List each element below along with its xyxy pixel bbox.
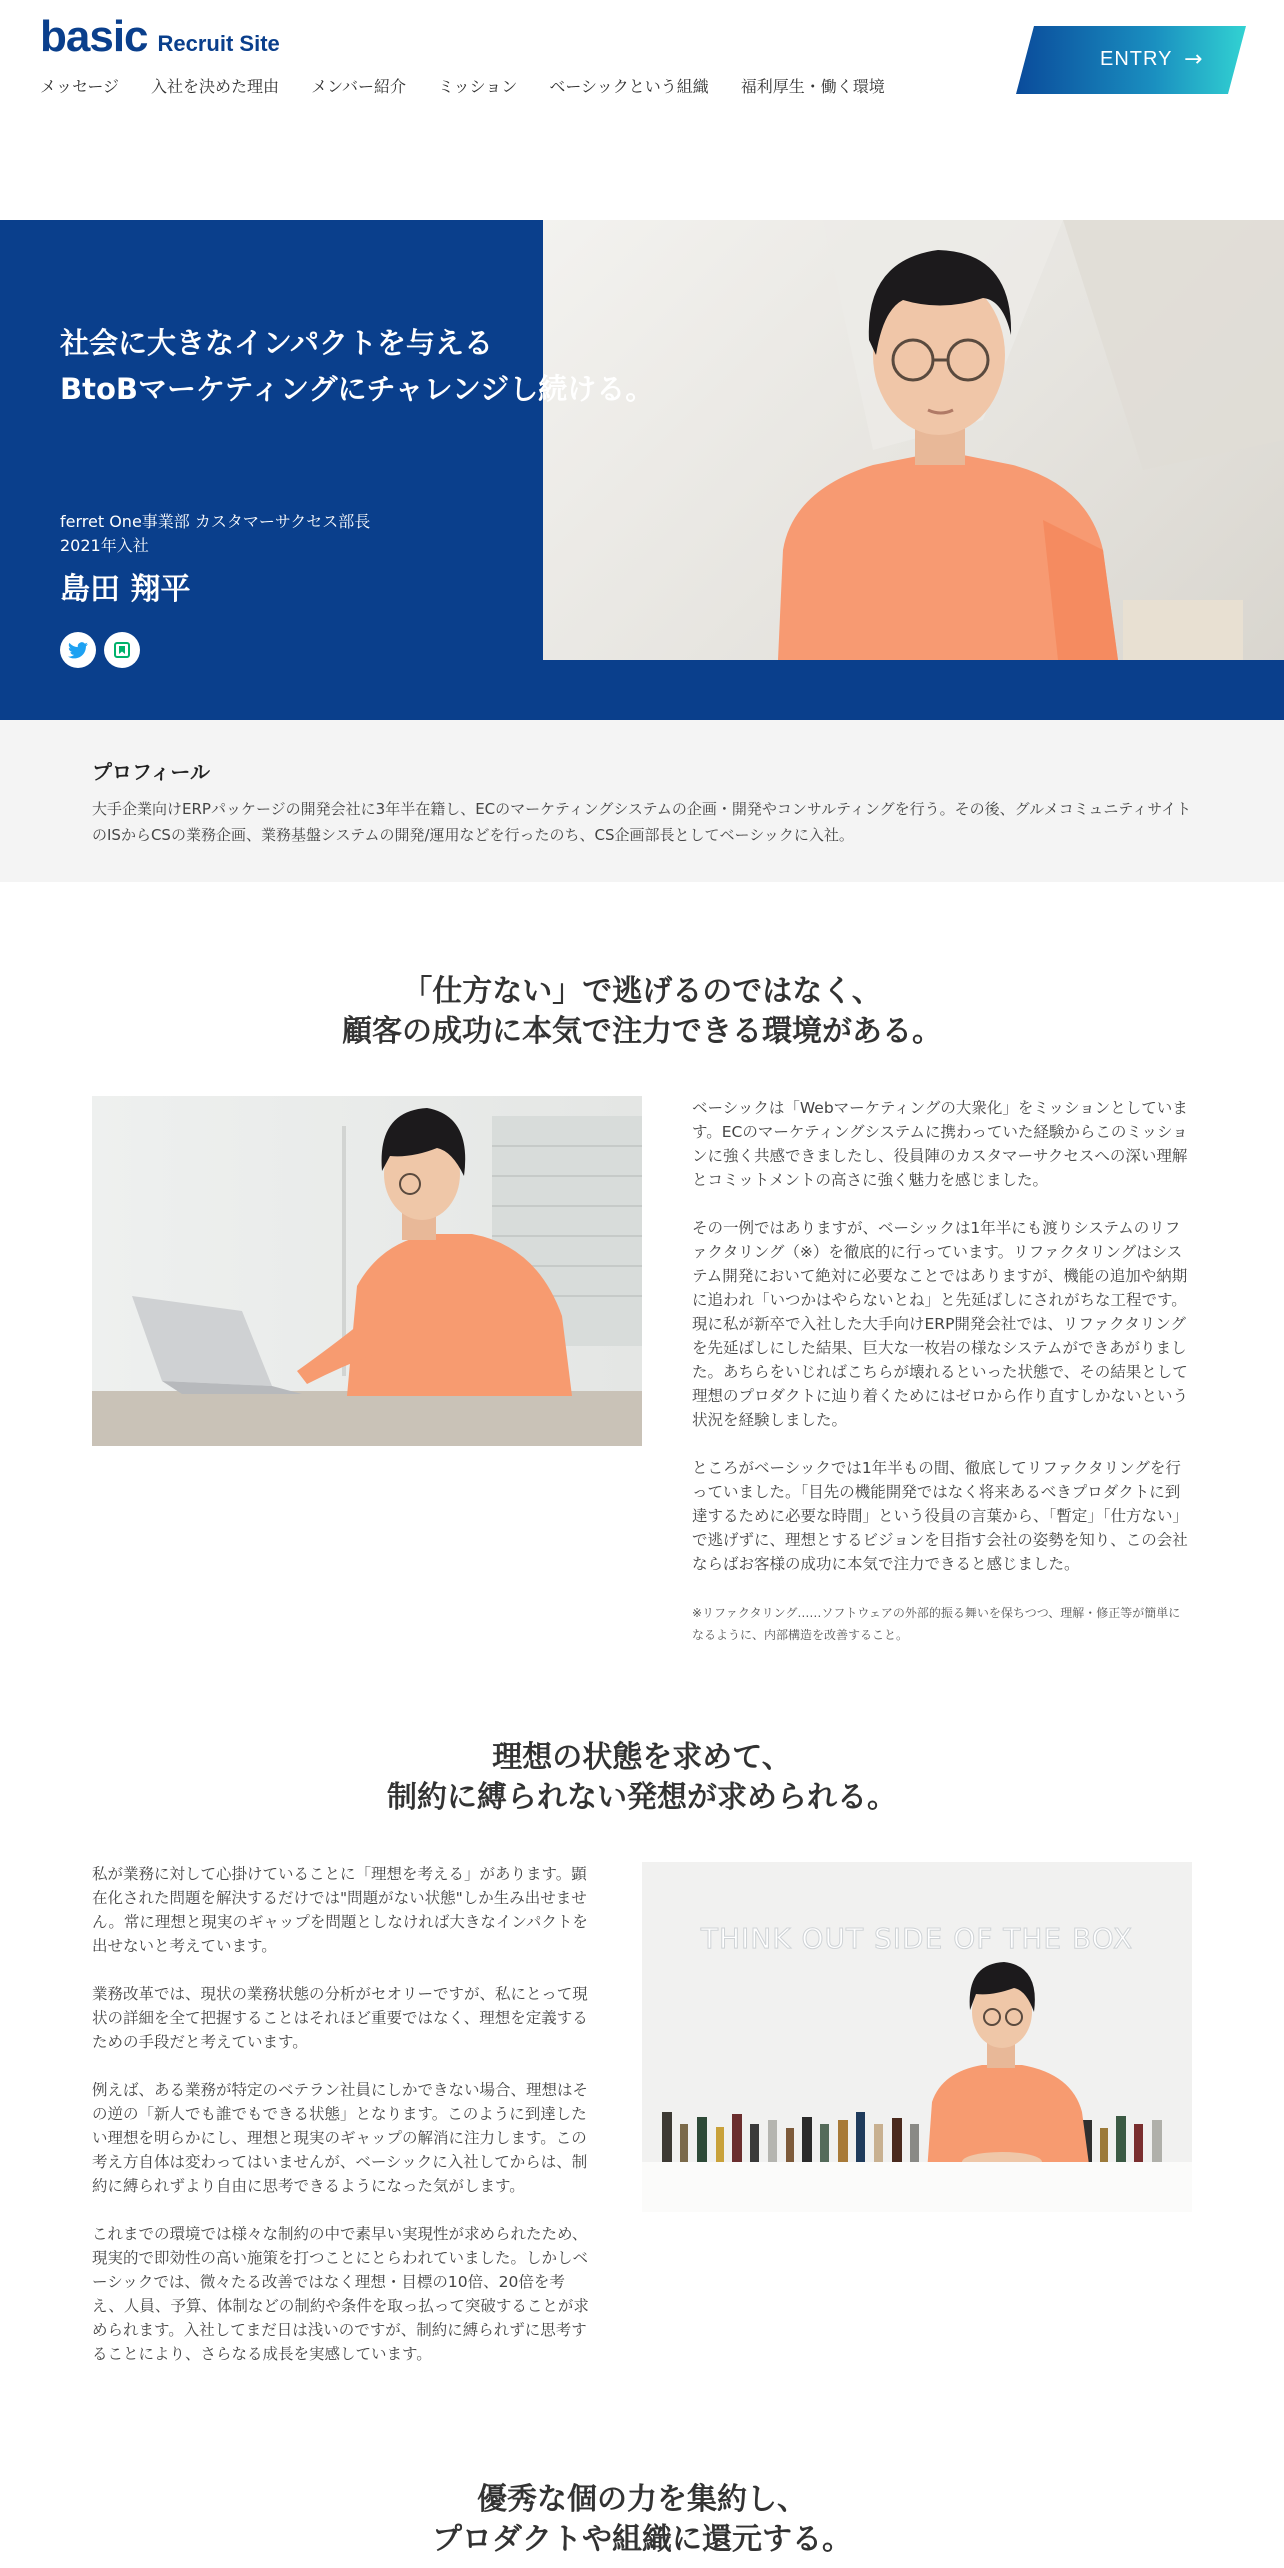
neon-scene-illustration	[642, 1862, 1192, 2212]
bookmark-icon	[113, 641, 131, 659]
nav-item-message[interactable]: メッセージ	[40, 77, 120, 96]
section-title-ideal-line1: 理想の状態を求めて、	[492, 1740, 792, 1775]
site-header	[0, 0, 1284, 140]
entry-button[interactable]	[1016, 26, 1246, 94]
section-title-reason-line2: 顧客の成功に本気で注力できる環境がある。	[342, 1014, 942, 1049]
working-scene-illustration	[92, 1096, 642, 1446]
ideal-paragraph-3: 例えば、ある業務が特定のベテラン社員にしかできない場合、理想はその逆の「新人でも誰でもできる状態」となります。このように到達したい理想を明らかにし、理想と現実のギャップの解消に注力します。この考え方自体は変わってはいませんが、ベーシックに入社してからは、制約に縛られずより自由に思考できるようになった気がします。	[92, 2081, 589, 2195]
neon-sign-text: THINK OUT SIDE OF THE BOX	[700, 1922, 1134, 1955]
ideal-paragraph-2: 業務改革では、現状の業務状態の分析がセオリーですが、私にとって現状の詳細を全て把握することはそれほど重要ではなく、理想を定義するための手段だと考えています。	[92, 1985, 588, 2051]
profile-section	[0, 720, 1284, 882]
section-title-collective-line1: 優秀な個の力を集約し、	[477, 2482, 807, 2517]
ideal-paragraph-1: 私が業務に対して心掛けていることに「理想を考える」があります。顕在化された問題を解決するだけでは"問題がない状態"しか生み出せません。常に理想と現実のギャップを問題としなければ大きなインパクトを出せないと考えています。	[92, 1865, 588, 1955]
member-joined-year: 2021年入社	[60, 536, 149, 555]
share-links	[60, 632, 140, 668]
twitter-icon	[68, 642, 88, 659]
logo-wordmark: basic	[40, 12, 148, 61]
hero-headline-line1: 社会に大きなインパクトを与える	[60, 326, 493, 360]
member-department: ferret One事業部 カスタマーサクセス部長	[60, 512, 371, 531]
hero-section	[0, 220, 1284, 720]
neon-sign-photo	[642, 1862, 1192, 2212]
bookmark-share-button[interactable]	[104, 632, 140, 668]
hero-headline-line2: BtoBマーケティングにチャレンジし続ける。	[60, 372, 655, 406]
member-name: 島田 翔平	[60, 572, 191, 607]
nav-item-members[interactable]: メンバー紹介	[311, 77, 406, 96]
reason-paragraph-3: ところがベーシックでは1年半もの間、徹底してリファクタリングを行っていました。「目先の機能開発ではなく将来あるべきプロダクトに到達するために必要な時間」という役員の言葉から、「暫定」「仕方ない」で逃げずに、理想とするビジョンを目指す会社の姿勢を知り、この会社ならばお客様の成功に本気で注力できると感じました。	[692, 1459, 1189, 1573]
ideal-paragraph-4: これまでの環境では様々な制約の中で素早い実現性が求められたため、現実的で即効性の高い施策を打つことにとらわれていました。しかしベーシックでは、微々たる改善ではなく理想・目標の10倍、20倍を考え、人員、予算、体制などの制約や条件を取っ払って突破することが求められます。入社してまだ日は浅いのですが、制約に縛られずに思考することにより、さらなる成長を実感しています。	[92, 2225, 589, 2363]
site-logo[interactable]	[40, 12, 280, 62]
logo-subtitle: Recruit Site	[157, 31, 280, 56]
refactoring-footnote: ※リファクタリング……ソフトウェアの外部的振る舞いを保ちつつ、理解・修正等が簡単になるように、内部構造を改善すること。	[692, 1606, 1181, 1642]
working-laptop-photo	[92, 1096, 642, 1446]
twitter-share-button[interactable]	[60, 632, 96, 668]
reason-paragraph-1: ベーシックは「Webマーケティングの大衆化」をミッションとしています。ECのマーケティングシステムに携わっていた経験からこのミッションに強く共感できましたし、役員陣のカスタマーサクセスへの深い理解とコミットメントの高さに強く魅力を感じました。	[692, 1099, 1188, 1189]
profile-heading: プロフィール	[92, 760, 210, 784]
hero-headline	[60, 320, 700, 412]
section-title-reason-line1: 「仕方ない」で逃げるのではなく、	[402, 974, 882, 1009]
section-title-ideal-line2: 制約に縛られない発想が求められる。	[387, 1780, 897, 1815]
ideal-body-text	[92, 1862, 592, 2390]
reason-paragraph-2: その一例ではありますが、ベーシックは1年半にも渡りシステムのリファクタリング（※）を徹底的に行っています。リファクタリングはシステム開発において絶対に必要なことではありますが、機能の追加や納期に追われ「いつかはやらないとね」と先延ばしにされがちな工程です。現に私が新卒で入社した大手向けERP開発会社では、リファクタリングを先延ばしにした結果、巨大な一枚岩の様なシステムができあがりました。あちらをいじればこちらが壊れるといった状態で、その結果として理想のプロダクトに辿り着くためにはゼロから作り直すしかないという状況を経験しました。	[692, 1219, 1189, 1429]
nav-item-benefits[interactable]: 福利厚生・働く環境	[740, 77, 885, 96]
nav-item-mission[interactable]: ミッション	[437, 77, 518, 96]
portrait-illustration	[543, 220, 1284, 660]
arrow-right-icon: →	[1184, 47, 1203, 72]
global-nav	[40, 74, 885, 97]
nav-item-reason[interactable]: 入社を決めた理由	[151, 77, 280, 96]
section-title-collective	[0, 2480, 1284, 2560]
profile-text: 大手企業向けERPパッケージの開発会社に3年半在籍し、ECのマーケティングシステムの企画・開発やコンサルティングを行う。その後、グルメコミュニティサイトのISからCSの業務企画、業務基盤システムの開発/運用などを行ったのち、CS企画部長としてベーシックに入社。	[92, 800, 1192, 844]
reason-body-text	[692, 1096, 1192, 1600]
hero-portrait-photo	[543, 220, 1284, 660]
section-title-ideal	[0, 1738, 1284, 1818]
nav-item-organization[interactable]: ベーシックという組織	[549, 77, 709, 96]
section-title-reason	[0, 972, 1284, 1052]
entry-button-label: ENTRY	[1100, 48, 1173, 70]
member-affiliation	[60, 510, 370, 558]
section-title-collective-line2: プロダクトや組織に還元する。	[432, 2522, 852, 2557]
